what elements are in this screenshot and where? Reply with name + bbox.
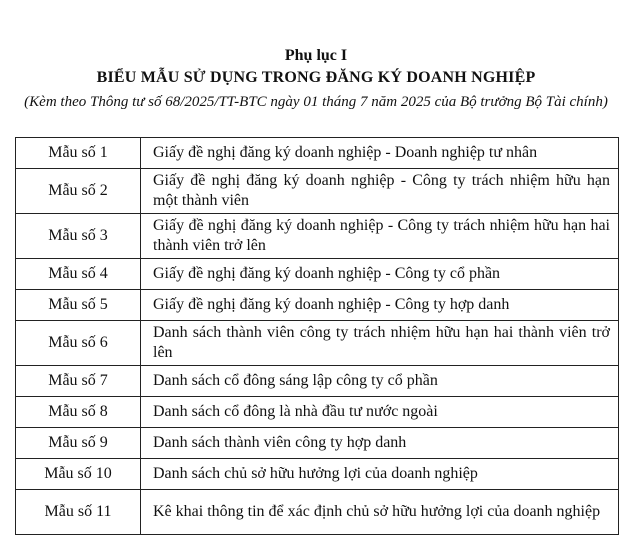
table-row	[16, 459, 619, 490]
forms-table-body	[16, 138, 619, 535]
table-row	[16, 366, 619, 397]
form-description-cell: Kê khai thông tin để xác định chủ sở hữu hưởng lợi của doanh nghiệp	[141, 490, 619, 535]
forms-table	[15, 137, 619, 535]
table-row	[16, 169, 619, 214]
form-description-cell: Giấy đề nghị đăng ký doanh nghiệp - Công ty cổ phần	[141, 259, 619, 290]
table-row	[16, 490, 619, 535]
appendix-label: Phụ lục I	[284, 47, 348, 64]
form-code-cell: Mẫu số 11	[16, 490, 141, 535]
form-code-cell: Mẫu số 9	[16, 428, 141, 459]
table-row	[16, 290, 619, 321]
table-row	[16, 138, 619, 169]
form-code-cell: Mẫu số 5	[16, 290, 141, 321]
form-code-cell: Mẫu số 3	[16, 214, 141, 259]
table-row	[16, 259, 619, 290]
form-description-cell: Danh sách cổ đông là nhà đầu tư nước ngoài	[141, 397, 619, 428]
table-row	[16, 397, 619, 428]
form-description-cell: Giấy đề nghị đăng ký doanh nghiệp - Công ty trách nhiệm hữu hạn hai thành viên trở lên	[141, 214, 619, 259]
form-description-cell: Giấy đề nghị đăng ký doanh nghiệp - Công ty hợp danh	[141, 290, 619, 321]
form-code-cell: Mẫu số 7	[16, 366, 141, 397]
form-code-cell: Mẫu số 6	[16, 321, 141, 366]
table-row	[16, 321, 619, 366]
form-description-cell: Danh sách chủ sở hữu hưởng lợi của doanh nghiệp	[141, 459, 619, 490]
form-description-cell: Danh sách thành viên công ty hợp danh	[141, 428, 619, 459]
form-description-cell: Giấy đề nghị đăng ký doanh nghiệp - Công ty trách nhiệm hữu hạn một thành viên	[141, 169, 619, 214]
form-description-cell: Danh sách cổ đông sáng lập công ty cổ phần	[141, 366, 619, 397]
form-description-cell: Giấy đề nghị đăng ký doanh nghiệp - Doanh nghiệp tư nhân	[141, 138, 619, 169]
form-code-cell: Mẫu số 10	[16, 459, 141, 490]
form-code-cell: Mẫu số 2	[16, 169, 141, 214]
form-code-cell: Mẫu số 1	[16, 138, 141, 169]
table-row	[16, 428, 619, 459]
form-description-cell: Danh sách thành viên công ty trách nhiệm hữu hạn hai thành viên trở lên	[141, 321, 619, 366]
form-code-cell: Mẫu số 8	[16, 397, 141, 428]
document-subtitle: (Kèm theo Thông tư số 68/2025/TT-BTC ngày 01 tháng 7 năm 2025 của Bộ trưởng Bộ Tài chính)	[24, 94, 608, 110]
document-title: BIỂU MẪU SỬ DỤNG TRONG ĐĂNG KÝ DOANH NGHIỆP	[96, 69, 536, 86]
table-row	[16, 214, 619, 259]
form-code-cell: Mẫu số 4	[16, 259, 141, 290]
